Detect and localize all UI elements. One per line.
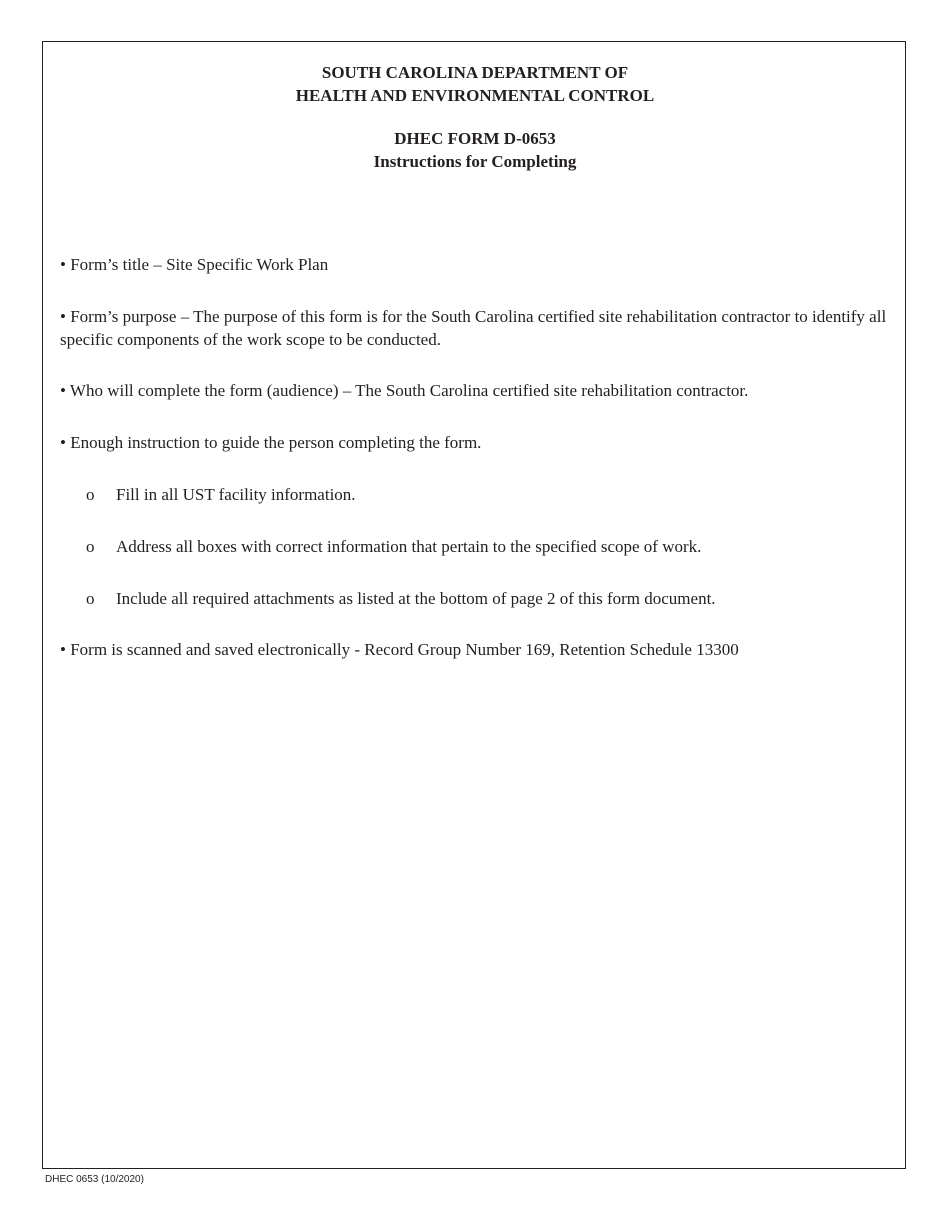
form-heading — [0, 127, 950, 173]
item-scanned-record: • Form is scanned and saved electronically - Record Group Number 169, Retention Schedule 13300 — [60, 640, 739, 659]
subitem-text: Fill in all UST facility information. — [116, 485, 356, 504]
item-form-purpose: • Form’s purpose – The purpose of this form is for the South Carolina certified site rehabilitation contractor to identify all specific components of the work scope to be conducted. — [60, 307, 887, 349]
agency-heading — [0, 61, 950, 107]
list-marker: o — [86, 537, 95, 556]
form-number: DHEC FORM D-0653 — [394, 129, 556, 148]
subitem-address-boxes — [86, 535, 886, 558]
subitem-facility-info — [86, 483, 886, 506]
subitem-text: Include all required attachments as listed at the bottom of page 2 of this form document. — [116, 589, 716, 608]
form-id-footer: DHEC 0653 (10/2020) — [45, 1174, 144, 1185]
form-subtitle: Instructions for Completing — [373, 152, 577, 171]
item-audience: • Who will complete the form (audience) – The South Carolina certified site rehabilitation contractor. — [60, 381, 749, 400]
agency-name-line-1: SOUTH CAROLINA DEPARTMENT OF — [321, 63, 629, 82]
list-marker: o — [86, 589, 95, 608]
subitem-text: Address all boxes with correct information that pertain to the specified scope of work. — [116, 537, 702, 556]
list-marker: o — [86, 485, 95, 504]
item-form-title: • Form’s title – Site Specific Work Plan — [60, 255, 329, 274]
subitem-attachments — [86, 587, 886, 610]
agency-name-line-2: HEALTH AND ENVIRONMENTAL CONTROL — [295, 86, 655, 105]
item-instruction: • Enough instruction to guide the person completing the form. — [60, 433, 482, 452]
